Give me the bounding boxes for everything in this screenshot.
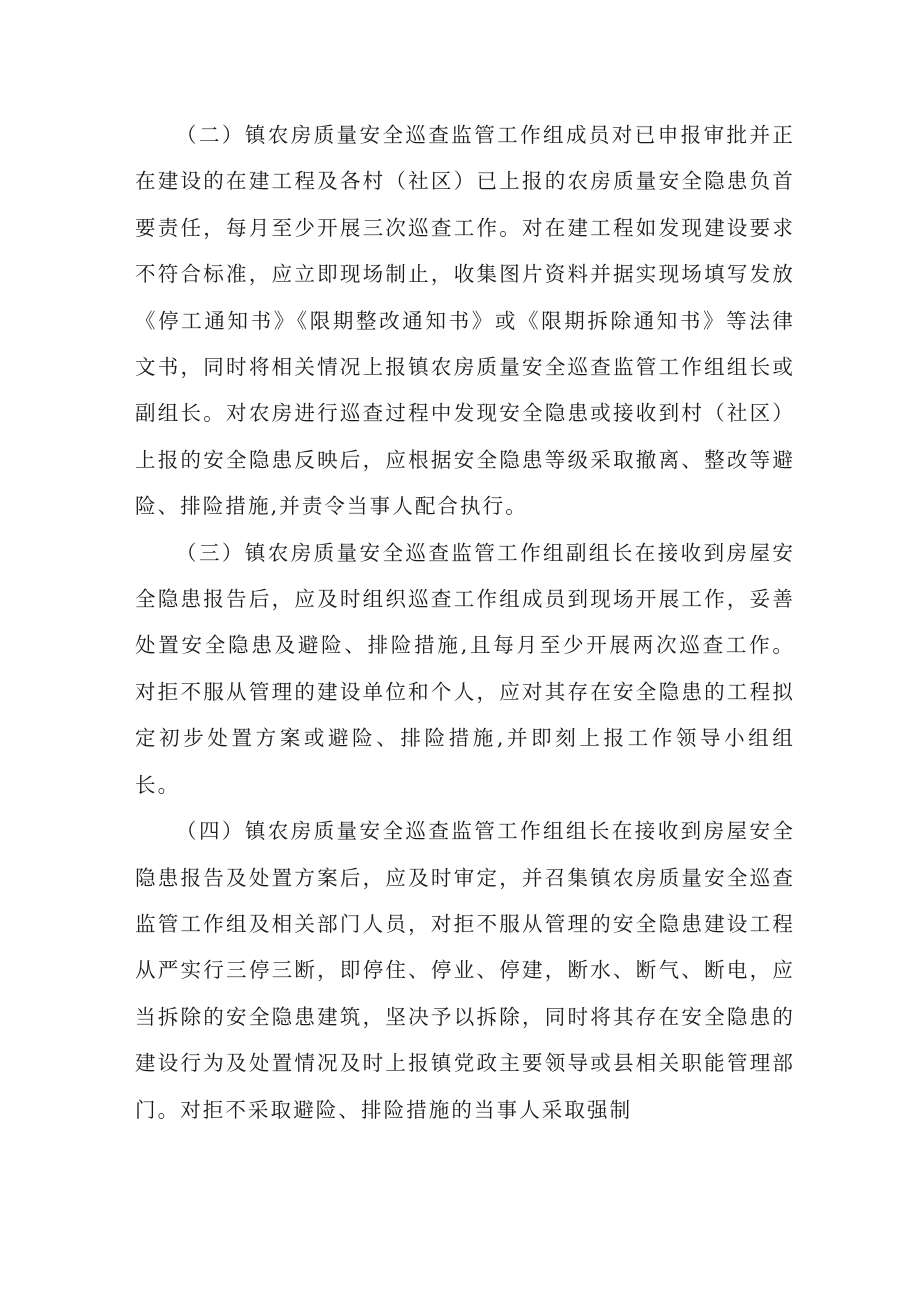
paragraph-section-2: （二）镇农房质量安全巡查监管工作组成员对已申报审批并正在建设的在建工程及各村（社区）已上报的农房质量安全隐患负首要责任，每月至少开展三次巡查工作。对在建工程如发现建设要求不符合标准，应立即现场制止，收集图片资料并据实现场填写发放《停工通知书》《限期整改通知书》或《限期拆除通知书》等法律文书，同时将相关情况上报镇农房质量安全巡查监管工作组组长或副组长。对农房进行巡查过程中发现安全隐患或接收到村（社区）上报的安全隐患反映后，应根据安全隐患等级采取撤离、整改等避险、排险措施,并责令当事人配合执行。 — [135, 123, 795, 519]
paragraph-section-4: （四）镇农房质量安全巡查监管工作组组长在接收到房屋安全隐患报告及处置方案后，应及时审定，并召集镇农房质量安全巡查监管工作组及相关部门人员，对拒不服从管理的安全隐患建设工程从严实行三停三断，即停住、停业、停建，断水、断气、断电，应当拆除的安全隐患建筑，坚决予以拆除，同时将其存在安全隐患的建设行为及处置情况及时上报镇党政主要领导或县相关职能管理部门。对拒不采取避险、排险措施的当事人采取强制 — [135, 819, 795, 1122]
document-body — [135, 112, 795, 1133]
paragraph-section-3: （三）镇农房质量安全巡查监管工作组副组长在接收到房屋安全隐患报告后，应及时组织巡查工作组成员到现场开展工作，妥善处置安全隐患及避险、排险措施,且每月至少开展两次巡查工作。对拒不服从管理的建设单位和个人，应对其存在安全隐患的工程拟定初步处置方案或避险、排险措施,并即刻上报工作领导小组组长。 — [135, 540, 795, 797]
